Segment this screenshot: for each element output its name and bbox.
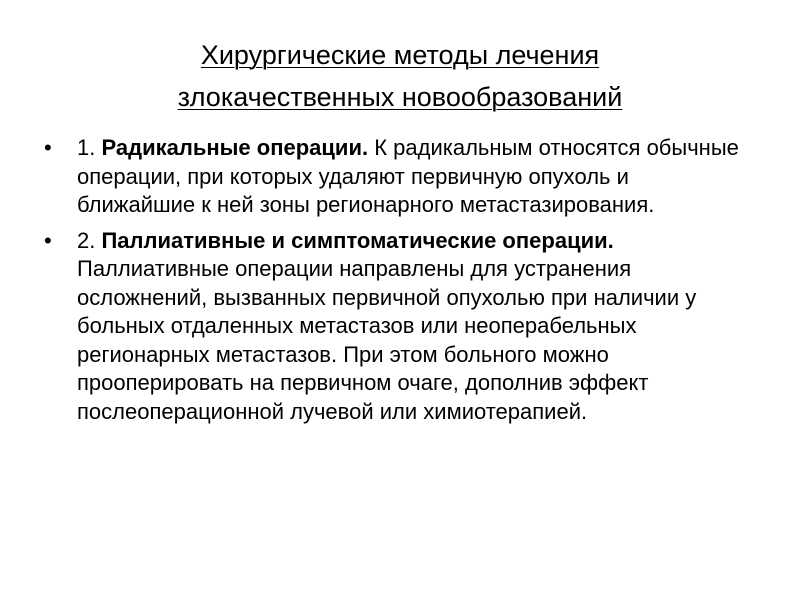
bullet-icon: • (44, 135, 52, 160)
bullet-heading: Паллиативные и симптоматические операции. (101, 227, 614, 253)
bullet-text: Паллиативные операции направлены для устранения осложнений, вызванных первичной опухолью при наличии у больных отдаленных метастазов или неоперабельных регионарных метастазов. При этом больного можно прооперировать на первичном очаге, дополнив эффект послеоперационной лучевой или химиотерапией. (77, 256, 697, 424)
bullet-number: 1. (77, 135, 96, 160)
bullet-list (44, 134, 744, 433)
bullet-heading: Радикальные операции. (101, 135, 369, 160)
slide-title (60, 34, 740, 118)
bullet-icon: • (44, 227, 52, 253)
bullet-item-radical (44, 134, 744, 220)
bullet-item-palliative (44, 227, 744, 427)
title-line-2: злокачественных новообразований (177, 82, 623, 112)
bullet-text: К радикальным относятся обычные операции, при которых удаляют первичную опухоль и ближайшие к ней зоны регионарного метастазирования. (77, 135, 739, 217)
title-line-1: Хирургические методы лечения (200, 40, 600, 70)
bullet-number: 2. (77, 227, 96, 253)
